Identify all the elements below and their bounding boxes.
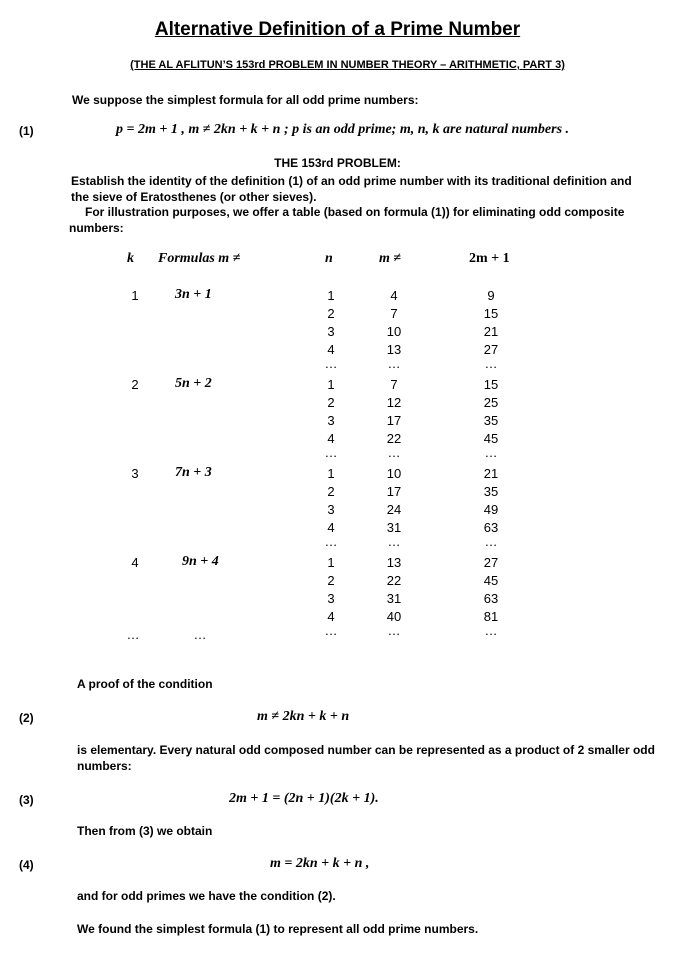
table-n-value: 4 xyxy=(327,342,335,357)
table-m-value: 24 xyxy=(386,502,402,517)
table-n-value: 1 xyxy=(327,288,335,303)
subtitle: (THE AL AFLITUN’S 153rd PROBLEM IN NUMBER THEORY – ARITHMETIC, PART 3) xyxy=(130,59,565,71)
illustration-text: For illustration purposes, we offer a table (based on formula (1)) for eliminating odd composite numbers: xyxy=(69,205,625,235)
table-2m-plus-1-value: 25 xyxy=(483,395,499,410)
then-text: Then from (3) we obtain xyxy=(77,824,213,838)
table-ellipsis: … xyxy=(193,627,207,642)
table-ellipsis: … xyxy=(387,445,401,460)
table-n-value: 3 xyxy=(327,591,335,606)
table-m-value: 22 xyxy=(386,431,402,446)
table-m-value: 17 xyxy=(386,484,402,499)
table-2m-plus-1-value: 63 xyxy=(483,591,499,606)
table-ellipsis: … xyxy=(484,534,498,549)
table-n-value: 2 xyxy=(327,484,335,499)
table-m-value: 40 xyxy=(386,609,402,624)
table-2m-plus-1-value: 63 xyxy=(483,520,499,535)
table-2m-plus-1-value: 45 xyxy=(483,431,499,446)
table-m-value: 31 xyxy=(386,520,402,535)
table-n-value: 1 xyxy=(327,555,335,570)
table-k-value: 1 xyxy=(131,288,139,303)
table-n-value: 3 xyxy=(327,324,335,339)
table-n-value: 4 xyxy=(327,431,335,446)
table-n-value: 2 xyxy=(327,395,335,410)
table-2m-plus-1-value: 15 xyxy=(483,306,499,321)
table-n-value: 2 xyxy=(327,573,335,588)
table-m-value: 22 xyxy=(386,573,402,588)
equation-4: m = 2kn + k + n , xyxy=(270,856,370,871)
table-formula: 9n + 4 xyxy=(182,554,219,569)
equation-number-1: (1) xyxy=(19,124,34,138)
table-k-value: 3 xyxy=(131,466,139,481)
table-ellipsis: … xyxy=(324,445,338,460)
equation-number-3: (3) xyxy=(19,793,34,807)
problem-text: Establish the identity of the definition (1) of an odd prime number with its traditional definition and the sieve of Eratosthenes (or other sieves). xyxy=(71,174,632,204)
table-m-value: 7 xyxy=(390,306,398,321)
table-ellipsis: … xyxy=(126,627,140,642)
table-m-value: 12 xyxy=(386,395,402,410)
table-2m-plus-1-value: 9 xyxy=(487,288,495,303)
table-ellipsis: … xyxy=(324,534,338,549)
header-k: k xyxy=(127,251,134,266)
elementary-text: is elementary. Every natural odd composed number can be represented as a product of 2 smaller odd numbers: xyxy=(77,743,655,773)
header-n: n xyxy=(325,251,333,266)
table-m-value: 13 xyxy=(386,555,402,570)
table-formula: 3n + 1 xyxy=(175,287,212,302)
table-2m-plus-1-value: 81 xyxy=(483,609,499,624)
table-m-value: 31 xyxy=(386,591,402,606)
table-ellipsis: … xyxy=(484,356,498,371)
table-2m-plus-1-value: 21 xyxy=(483,324,499,339)
table-ellipsis: … xyxy=(324,623,338,638)
table-2m-plus-1-value: 45 xyxy=(483,573,499,588)
header-2m-plus-1: 2m + 1 xyxy=(469,251,510,266)
odd-primes-text: and for odd primes we have the condition (2). xyxy=(77,889,336,903)
equation-number-4: (4) xyxy=(19,858,34,872)
page-title: Alternative Definition of a Prime Number xyxy=(154,19,521,40)
table-2m-plus-1-value: 27 xyxy=(483,342,499,357)
table-ellipsis: … xyxy=(387,534,401,549)
table-formula: 7n + 3 xyxy=(175,465,212,480)
table-m-value: 10 xyxy=(386,466,402,481)
equation-1: p = 2m + 1 , m ≠ 2kn + k + n ; p is an odd prime; m, n, k are natural numbers . xyxy=(116,122,570,137)
table-2m-plus-1-value: 15 xyxy=(483,377,499,392)
table-m-value: 13 xyxy=(386,342,402,357)
table-ellipsis: … xyxy=(324,356,338,371)
table-2m-plus-1-value: 35 xyxy=(483,484,499,499)
table-m-value: 4 xyxy=(390,288,398,303)
table-m-value: 7 xyxy=(390,377,398,392)
equation-number-2: (2) xyxy=(19,711,34,725)
table-2m-plus-1-value: 27 xyxy=(483,555,499,570)
table-k-value: 4 xyxy=(131,555,139,570)
header-formulas: Formulas m ≠ xyxy=(158,251,241,266)
table-m-value: 10 xyxy=(386,324,402,339)
conclusion-text: We found the simplest formula (1) to represent all odd prime numbers. xyxy=(77,922,479,936)
table-n-value: 1 xyxy=(327,377,335,392)
table-ellipsis: … xyxy=(387,356,401,371)
table-n-value: 4 xyxy=(327,609,335,624)
table-2m-plus-1-value: 21 xyxy=(483,466,499,481)
equation-3: 2m + 1 = (2n + 1)(2k + 1). xyxy=(229,791,379,806)
equation-2: m ≠ 2kn + k + n xyxy=(257,709,350,724)
table-n-value: 3 xyxy=(327,413,335,428)
proof-intro: A proof of the condition xyxy=(77,677,213,691)
table-ellipsis: … xyxy=(387,623,401,638)
table-ellipsis: … xyxy=(484,623,498,638)
table-n-value: 4 xyxy=(327,520,335,535)
table-m-value: 17 xyxy=(386,413,402,428)
table-n-value: 1 xyxy=(327,466,335,481)
table-n-value: 2 xyxy=(327,306,335,321)
problem-heading: THE 153rd PROBLEM: xyxy=(274,156,401,170)
header-m: m ≠ xyxy=(379,251,402,266)
table-2m-plus-1-value: 49 xyxy=(483,502,499,517)
table-n-value: 3 xyxy=(327,502,335,517)
table-2m-plus-1-value: 35 xyxy=(483,413,499,428)
table-ellipsis: … xyxy=(484,445,498,460)
table-formula: 5n + 2 xyxy=(175,376,212,391)
intro-text: We suppose the simplest formula for all odd prime numbers: xyxy=(72,93,419,107)
table-k-value: 2 xyxy=(131,377,139,392)
